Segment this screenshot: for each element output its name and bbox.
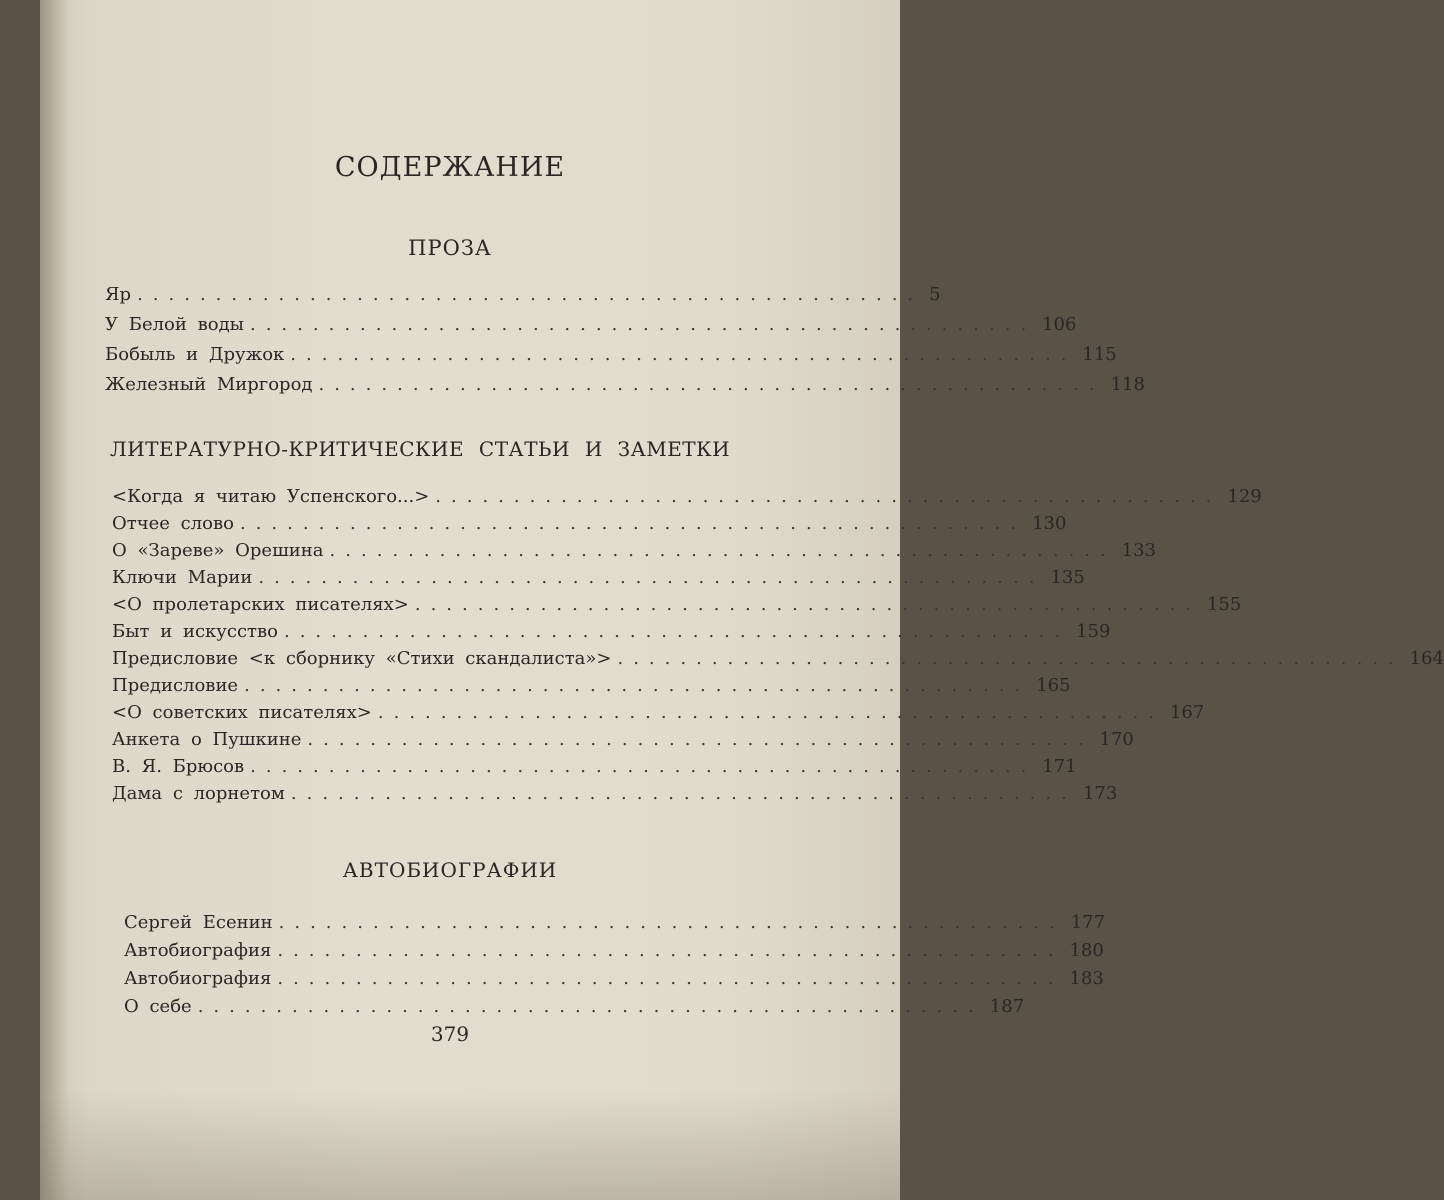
toc-entry-page: 133	[1121, 540, 1156, 561]
leader-dots: ..................................................	[283, 621, 1071, 642]
toc-entry-page: 164	[1409, 648, 1444, 669]
leader-dots: ..................................................	[278, 912, 1065, 933]
toc-entry	[105, 374, 1145, 398]
leader-dots: ..................................................	[244, 675, 1031, 696]
leader-dots: ..................................................	[307, 729, 1094, 750]
toc-entry-title: Автобиография	[124, 940, 272, 961]
toc-entry-title: <О пролетарских писателях>	[112, 594, 409, 615]
leader-dots: ..................................................	[249, 314, 1037, 335]
toc-entry-page: 183	[1069, 968, 1104, 989]
toc-entry-title: Ключи Марии	[112, 567, 253, 588]
toc-entry	[112, 486, 1262, 510]
toc-entry-title: У Белой воды	[105, 314, 244, 335]
toc-entry	[112, 729, 1134, 753]
toc-entry-page: 177	[1070, 912, 1106, 933]
page-number: 379	[430, 1022, 470, 1046]
toc-entry	[112, 783, 1118, 807]
leader-dots: ..................................................	[258, 567, 1045, 588]
section-heading-criticism: ЛИТЕРАТУРНО-КРИТИЧЕСКИЕ СТАТЬИ И ЗАМЕТКИ	[110, 437, 731, 461]
leader-dots: ..................................................	[290, 783, 1077, 804]
leader-dots: ..................................................	[435, 486, 1222, 507]
toc-entry-page: 159	[1076, 621, 1111, 642]
toc-entry-title: В. Я. Брюсов	[112, 756, 245, 777]
toc-entry-title: Бобыль и Дружок	[105, 344, 285, 365]
toc-entry-title: Анкета о Пушкине	[112, 729, 302, 750]
toc-entry-title: О «Зареве» Орешина	[112, 540, 324, 561]
toc-entry	[112, 702, 1205, 726]
bottom-shadow	[40, 1090, 900, 1200]
leader-dots: ..................................................	[617, 648, 1404, 669]
leader-dots: ..................................................	[250, 756, 1037, 777]
toc-entry-page: 180	[1069, 940, 1104, 961]
toc-entry	[105, 344, 1117, 368]
toc-entry-page: 170	[1099, 729, 1134, 750]
toc-entry-title: О себе	[124, 996, 192, 1017]
toc-entry	[112, 540, 1156, 564]
toc-entry-page: 118	[1110, 374, 1145, 395]
toc-entry	[112, 513, 1067, 537]
contents-title: СОДЕРЖАНИЕ	[334, 152, 566, 183]
toc-entry	[124, 968, 1104, 992]
leader-dots: ..................................................	[318, 374, 1105, 395]
toc-entry-title: Яр	[105, 284, 132, 305]
toc-entry	[112, 675, 1071, 699]
toc-entry-title: Дама с лорнетом	[112, 783, 285, 804]
toc-entry	[112, 756, 1077, 780]
toc-entry-page: 167	[1169, 702, 1205, 723]
toc-entry-page: 171	[1042, 756, 1077, 777]
toc-entry-page: 115	[1082, 344, 1117, 365]
toc-entry	[112, 648, 1444, 672]
toc-entry-page: 187	[989, 996, 1025, 1017]
toc-entry-page: 135	[1050, 567, 1085, 588]
toc-entry-title: <Когда я читаю Успенского...>	[112, 486, 430, 507]
leader-dots: ..................................................	[239, 513, 1027, 534]
toc-entry	[112, 594, 1242, 618]
toc-entry-title: Железный Миргород	[105, 374, 313, 395]
toc-entry-page: 155	[1206, 594, 1242, 615]
toc-entry-title: Быт и искусство	[112, 621, 278, 642]
toc-entry-page: 173	[1082, 783, 1118, 804]
section-heading-autobiographies: АВТОБИОГРАФИИ	[342, 858, 558, 882]
toc-entry-title: Отчее слово	[112, 513, 234, 534]
toc-entry	[124, 996, 1025, 1020]
toc-entry-page: 5	[929, 284, 941, 305]
leader-dots: ..................................................	[277, 968, 1064, 989]
toc-entry-title: Автобиография	[124, 968, 272, 989]
leader-dots: ..................................................	[329, 540, 1116, 561]
toc-entry	[105, 314, 1077, 338]
leader-dots: ..................................................	[377, 702, 1164, 723]
toc-entry-title: Сергей Есенин	[124, 912, 273, 933]
leader-dots: ..................................................	[414, 594, 1201, 615]
toc-entry-title: Предисловие	[112, 675, 239, 696]
section-heading-prose: ПРОЗА	[408, 236, 492, 260]
leader-dots: ..................................................	[197, 996, 984, 1017]
toc-entry-page: 129	[1227, 486, 1262, 507]
toc-entry	[124, 940, 1104, 964]
toc-entry-title: <О советских писателях>	[112, 702, 372, 723]
leader-dots: ..................................................	[277, 940, 1064, 961]
leader-dots: ..................................................	[137, 284, 924, 305]
toc-entry-page: 106	[1042, 314, 1077, 335]
leader-dots: ..................................................	[290, 344, 1077, 365]
toc-entry-page: 165	[1036, 675, 1071, 696]
toc-entry	[105, 284, 941, 308]
toc-entry-page: 130	[1032, 513, 1067, 534]
toc-entry	[112, 567, 1085, 591]
toc-entry	[112, 621, 1111, 645]
toc-entry-title: Предисловие <к сборнику «Стихи скандалиста»>	[112, 648, 612, 669]
toc-entry	[124, 912, 1106, 936]
